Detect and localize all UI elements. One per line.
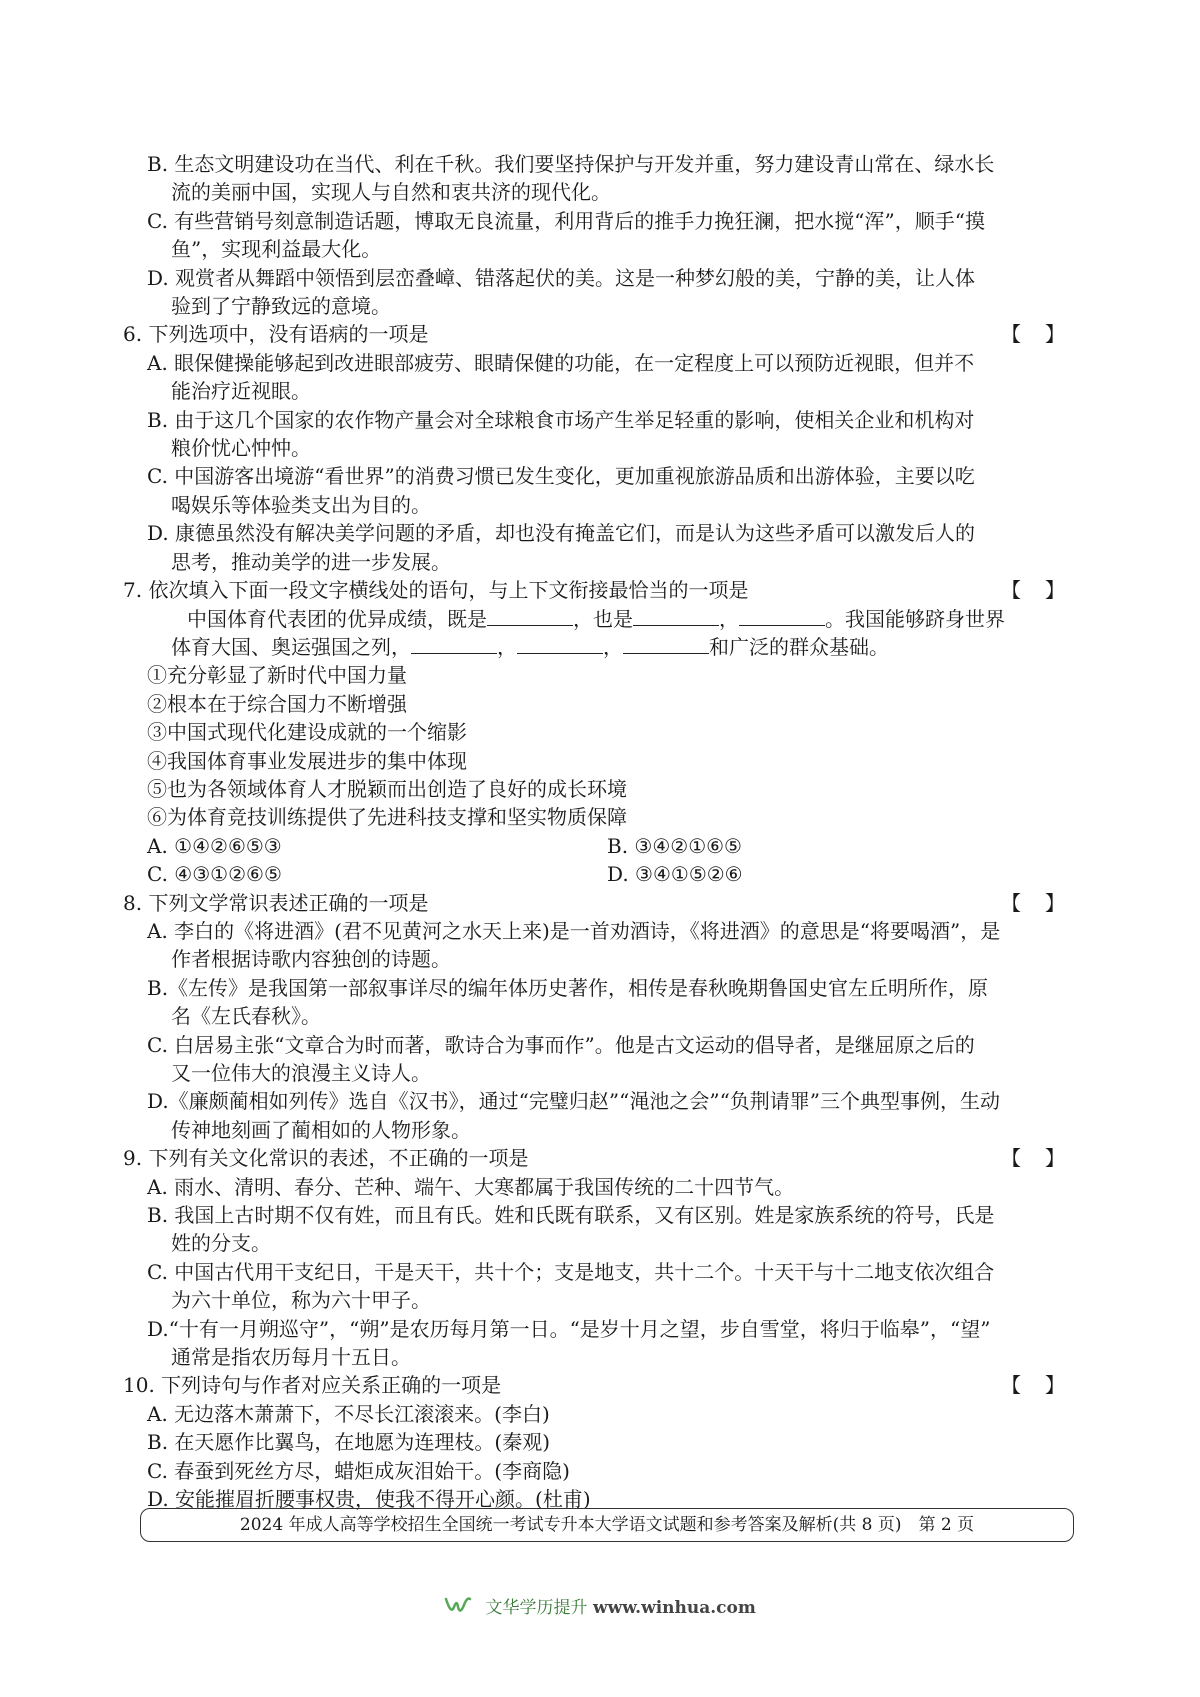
watermark-brand: 文华学历提升 — [485, 1598, 588, 1618]
fill-blank[interactable] — [633, 607, 719, 626]
q7-item: ②根本在于综合国力不断增强 — [147, 691, 407, 716]
q7-option-a: A. ①④②⑥⑤③ — [147, 833, 282, 858]
q7-options-row2 — [147, 860, 1067, 888]
page-content — [123, 150, 1067, 1514]
q8-option-c: C. 白居易主张“文章合为时而著，歌诗合为事而作”。他是古文运动的倡导者，是继屈原之后的 又一位伟大的浪漫主义诗人。 — [147, 1032, 975, 1085]
q9-option-a: A. 雨水、清明、春分、芒种、端午、大寒都属于我国传统的二十四节气。 — [147, 1174, 795, 1199]
q8-option-d: D.《廉颇蔺相如列传》选自《汉书》，通过“完璧归赵”“渑池之会”“负荆请罪”三个典型事例，生动 传神地刻画了蔺相如的人物形象。 — [147, 1089, 1001, 1142]
q7-item: ⑥为体育竞技训练提供了先进科技支撑和坚实物质保障 — [147, 805, 627, 830]
watermark — [0, 1593, 1200, 1622]
q10-option-a: A. 无边落木萧萧下，不尽长江滚滚来。(李白) — [147, 1401, 550, 1426]
q7-stem: 7. 依次填入下面一段文字横线处的语句，与上下文衔接最恰当的一项是 【 】 — [123, 576, 1067, 604]
watermark-url[interactable]: www.winhua.com — [592, 1598, 756, 1618]
q7-option-d: D. ③④①⑤②⑥ — [607, 862, 743, 887]
q7-passage-line2: 体育大国、奥运强国之列， ， ， 和广泛的群众基础。 — [171, 634, 889, 659]
q10-option-d: D. 安能摧眉折腰事权贵，使我不得开心颜。(杜甫) — [147, 1487, 591, 1512]
q8-stem: 8. 下列文学常识表述正确的一项是 【 】 — [123, 889, 1067, 917]
q7-item: ③中国式现代化建设成就的一个缩影 — [147, 720, 467, 745]
q7-options-row1 — [147, 832, 1067, 860]
q6-stem: 6. 下列选项中，没有语病的一项是 【 】 — [123, 320, 1067, 348]
q9-option-d: D.“十有一月朔巡守”，“朔”是农历每月第一日。“是岁十月之望，步自雪堂，将归于临皋”，“望” 通常是指农历每月十五日。 — [147, 1316, 991, 1370]
q7-passage: 中国体育代表团的优异成绩，既是 ，也是 ， 。我国能够跻身世界 — [187, 606, 1005, 631]
q10-stem: 10. 下列诗句与作者对应关系正确的一项是 【 】 — [123, 1371, 1067, 1399]
q6-option-c: C. 中国游客出境游“看世界”的消费习惯已发生变化，更加重视旅游品质和出游体验，主要以吃 喝娱乐等体验类支出为目的。 — [147, 464, 975, 517]
q10-option-b: B. 在天愿作比翼鸟，在地愿为连理枝。(秦观) — [147, 1430, 551, 1455]
q6-option-a: A. 眼保健操能够起到改进眼部疲劳、眼睛保健的功能，在一定程度上可以预防近视眼，但并不 能治疗近视眼。 — [147, 350, 975, 404]
q7-item: ④我国体育事业发展进步的集中体现 — [147, 748, 467, 773]
q8-option-b: B.《左传》是我国第一部叙事详尽的编年体历史著作，相传是春秋晚期鲁国史官左丘明所作，原 名《左氏春秋》。 — [147, 975, 989, 1029]
answer-bracket: 【 】 — [1001, 890, 1067, 915]
fill-blank[interactable] — [739, 607, 825, 626]
q5-option-b: B. 生态文明建设功在当代、利在千秋。我们要坚持保护与开发并重，努力建设青山常在、绿水长 流的美丽中国，实现人与自然和衷共济的现代化。 — [147, 152, 995, 205]
fill-blank[interactable] — [487, 607, 573, 626]
answer-bracket: 【 】 — [1001, 578, 1067, 603]
q7-item: ⑤也为各领域体育人才脱颖而出创造了良好的成长环境 — [147, 776, 627, 801]
q5-option-c: C. 有些营销号刻意制造话题，博取无良流量，利用背后的推手力挽狂澜，把水搅“浑”，顺手“摸 鱼”，实现利益最大化。 — [147, 208, 985, 262]
answer-bracket: 【 】 — [1001, 322, 1067, 347]
fill-blank[interactable] — [623, 635, 709, 654]
q9-option-b: B. 我国上古时期不仅有姓，而且有氏。姓和氏既有联系，又有区别。姓是家族系统的符号，氏是 姓的分支。 — [147, 1203, 995, 1256]
q9-stem: 9. 下列有关文化常识的表述，不正确的一项是 【 】 — [123, 1144, 1067, 1172]
winhua-logo-icon — [444, 1595, 472, 1622]
fill-blank[interactable] — [411, 635, 497, 654]
q7-option-c: C. ④③①②⑥⑤ — [147, 862, 282, 887]
answer-bracket: 【 】 — [1001, 1373, 1067, 1398]
q7-option-b: B. ③④②①⑥⑤ — [607, 833, 742, 858]
q9-option-c: C. 中国古代用干支纪日，干是天干，共十个；支是地支，共十二个。十天干与十二地支依次组合 为六十单位，称为六十甲子。 — [147, 1259, 995, 1313]
q10-option-c: C. 春蚕到死丝方尽，蜡炬成灰泪始干。(李商隐) — [147, 1458, 570, 1483]
q8-option-a: A. 李白的《将进酒》(君不见黄河之水天上来)是一首劝酒诗，《将进酒》的意思是“将要喝酒”，是 作者根据诗歌内容独创的诗题。 — [147, 918, 1001, 972]
answer-bracket: 【 】 — [1001, 1146, 1067, 1171]
q5-option-d: D. 观赏者从舞蹈中领悟到层峦叠嶂、错落起伏的美。这是一种梦幻般的美，宁静的美，让人体 验到了宁静致远的意境。 — [147, 265, 976, 319]
fill-blank[interactable] — [517, 635, 603, 654]
q6-option-d: D. 康德虽然没有解决美学问题的矛盾，却也没有掩盖它们，而是认为这些矛盾可以激发后人的 思考，推动美学的进一步发展。 — [147, 521, 976, 574]
q6-option-b: B. 由于这几个国家的农作物产量会对全球粮食市场产生举足轻重的影响，使相关企业和机构对 粮价忧心忡忡。 — [147, 407, 975, 461]
q7-item: ①充分彰显了新时代中国力量 — [147, 663, 407, 688]
page-footer: 2024 年成人高等学校招生全国统一考试专升本大学语文试题和参考答案及解析(共 8 页) 第 2 页 — [140, 1508, 1074, 1542]
